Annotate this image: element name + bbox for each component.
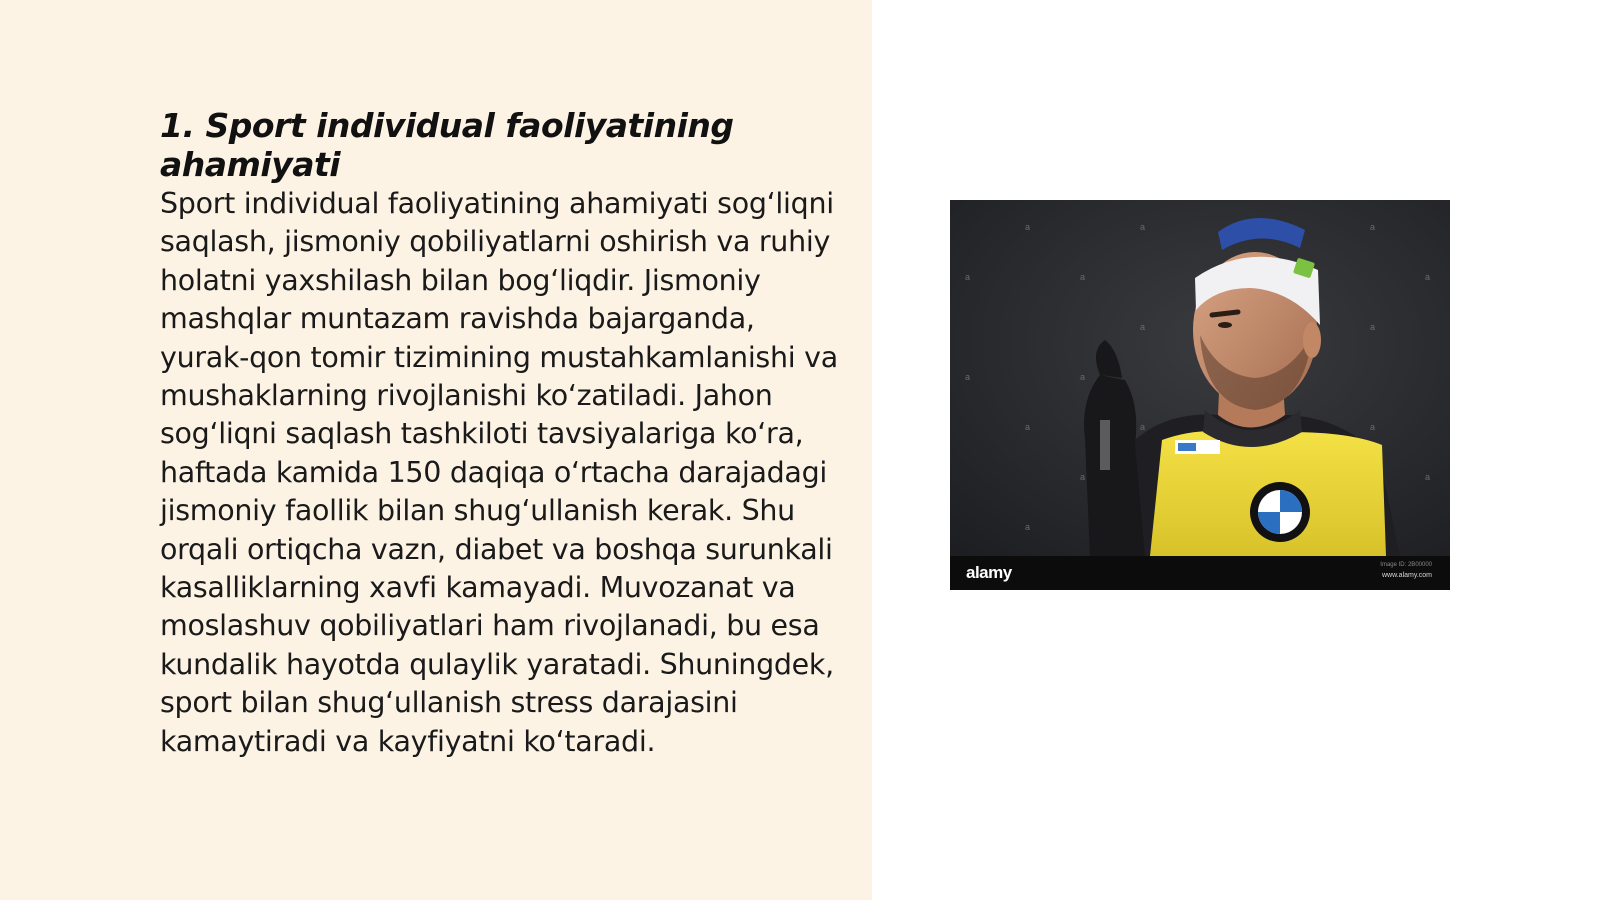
svg-text:a: a [1025,522,1031,532]
athlete-photo-illustration [950,200,1450,556]
slide-body-text: Sport individual faoliyatining ahamiyati sog‘liqni saqlash, jismoniy qobiliyatlarni oshirish va ruhiy holatni yaxshilash bilan bog‘liqdir. Jismoniy mashqlar muntazam ravishda bajarganda, yurak-qon tomir tizimining mustahkamlanishi va mushaklarning rivojlanishi ko‘zatiladi. Jahon sog‘liqni saqlash tashkiloti tavsiyalariga ko‘ra, haftada kamida 150 daqiqa o‘rtacha darajadagi jismoniy faollik bilan shug‘ullanish kerak. Shu orqali ortiqcha vazn, diabet va boshqa surunkali kasalliklarning xavfi kamayadi. Muvozanat va moslashuv qobiliyatlari ham rivojlanadi, bu esa kundalik hayotda qulaylik yaratadi. Shuningdek, sport bilan shug‘ullanish stress darajasini kamaytiradi va kayfiyatni ko‘taradi. [160,187,838,758]
svg-text:a: a [1140,422,1146,432]
watermark-url: www.alamy.com [1381,572,1432,579]
svg-text:a: a [1080,372,1086,382]
svg-text:a: a [1370,322,1376,332]
svg-text:a: a [1140,222,1146,232]
svg-text:a: a [1025,222,1031,232]
svg-text:a: a [1425,272,1431,282]
svg-text:a: a [1140,322,1146,332]
slide-heading: 1. Sport individual faoliyatining ahamiyati [160,106,734,184]
svg-text:a: a [1080,272,1086,282]
svg-text:a: a [965,372,971,382]
athlete-photo [950,200,1450,590]
svg-text:a: a [1080,472,1086,482]
watermark-image-id: Image ID: 2B00000 [1380,562,1432,568]
svg-text:a: a [965,272,971,282]
watermark-logo: alamy [966,563,1012,582]
svg-text:a: a [1425,472,1431,482]
svg-text:a: a [1370,422,1376,432]
watermark-bar [950,556,1450,590]
svg-text:a: a [1370,222,1376,232]
svg-text:a: a [1025,422,1031,432]
